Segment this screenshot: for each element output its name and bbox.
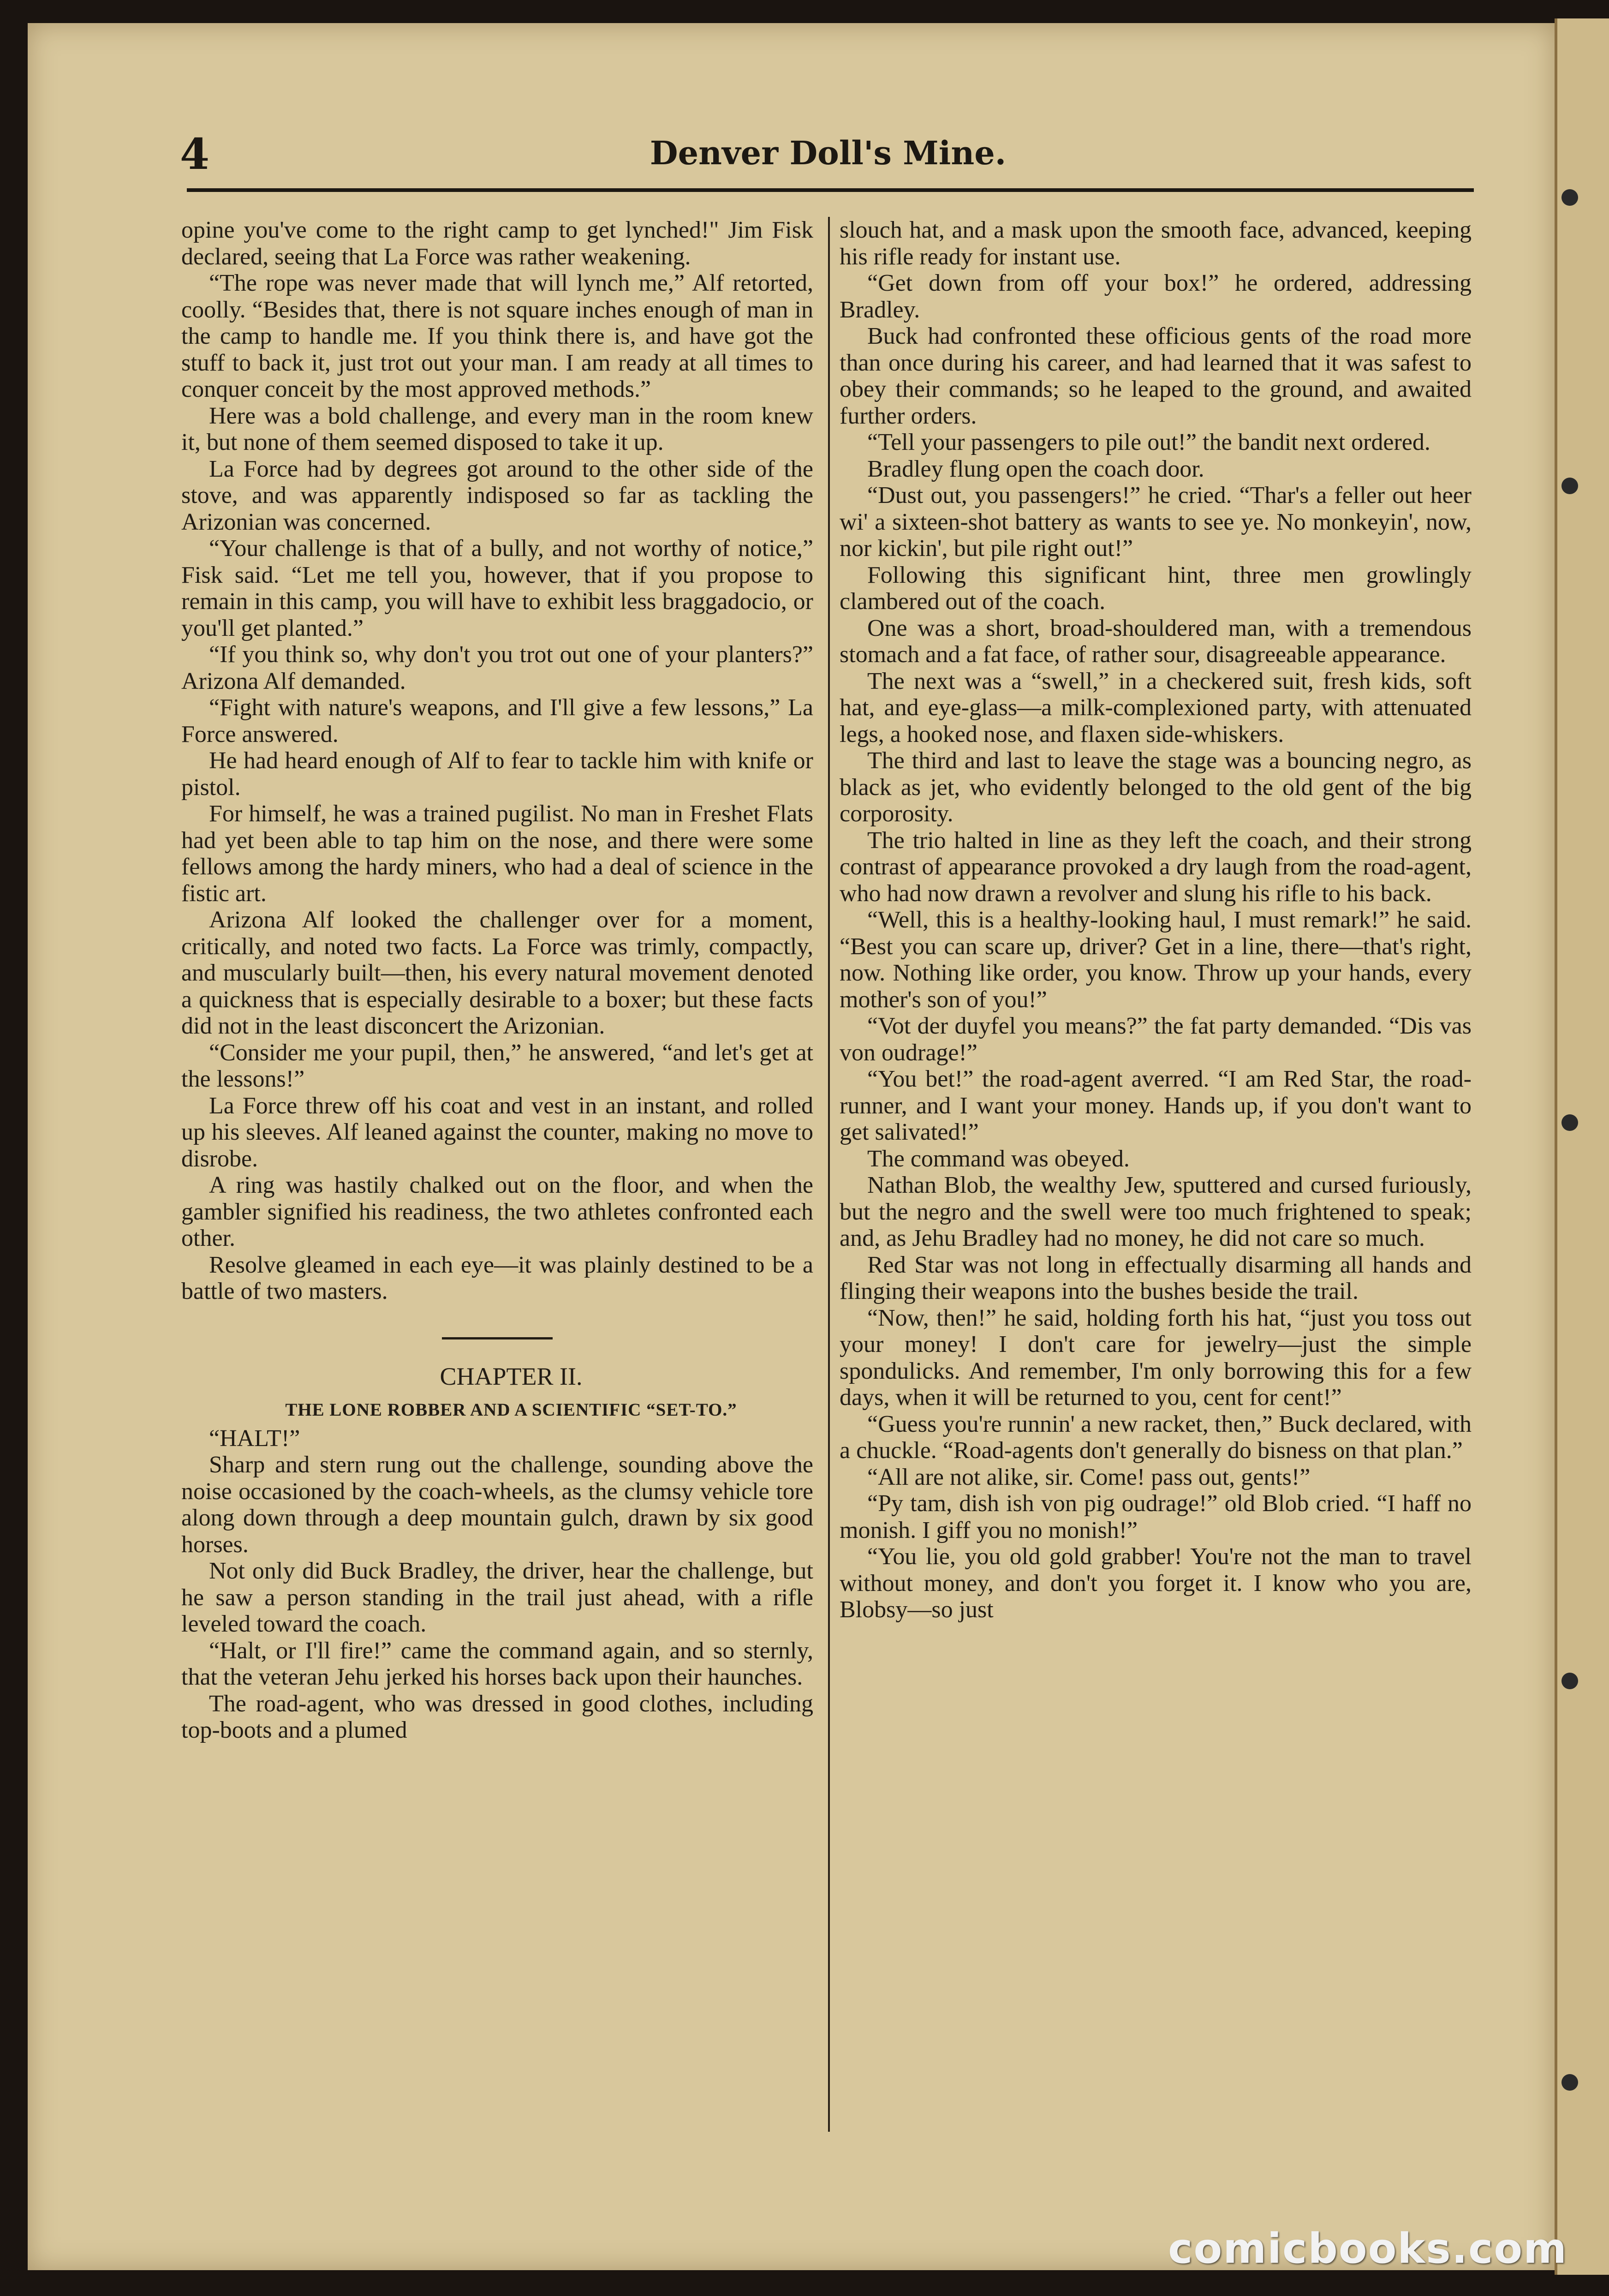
page-number: 4	[180, 129, 210, 179]
paragraph: “If you think so, why don't you trot out one of your planters?” Arizona Alf demanded.	[181, 641, 813, 694]
paragraph: “Well, this is a healthy-looking haul, I must remark!” he said. “Best you can scare up, driver? Get in a line, there—that's right, now. Nothing like order, you know. Throw up your hands, every mother's son of you!”	[840, 907, 1472, 1013]
paragraph: Nathan Blob, the wealthy Jew, sputtered and cursed furiously, but the negro and the swell were too much frightened to speak; and, as Jehu Bradley had no money, he did not care so much.	[840, 1172, 1472, 1251]
paragraph: “Your challenge is that of a bully, and not worthy of notice,” Fisk said. “Let me tell you, however, that if you propose to remain in this camp, you will have to exhibit less braggadocio, or you'll get planted.”	[181, 535, 813, 641]
paragraph: “Dust out, you passengers!” he cried. “Thar's a feller out heer wi' a sixteen-shot battery as wants to see ye. No monkeyin', now, nor kickin', but pile right out!”	[840, 482, 1472, 562]
binding-staple-1	[1561, 189, 1578, 206]
paragraph: For himself, he was a trained pugilist. No man in Freshet Flats had yet been able to tap him on the nose, and there were some fellows among the hardy miners, who had a deal of science in the fistic art.	[181, 801, 813, 907]
paragraph: “Py tam, dish ish von pig oudrage!” old Blob cried. “I haff no monish. I giff you no monish!”	[840, 1490, 1472, 1543]
paragraph: Arizona Alf looked the challenger over for a moment, critically, and noted two facts. La Force was trimly, compactly, and muscularly built—then, his every natural movement denoted a quickness that is especially desirable to a boxer; but these facts did not in the least disconcert the Arizonian.	[181, 907, 813, 1039]
paragraph: La Force had by degrees got around to the other side of the stove, and was apparently indisposed so far as tackling the Arizonian was concerned.	[181, 455, 813, 535]
paragraph: “You bet!” the road-agent averred. “I am Red Star, the road-runner, and I want your money. Hands up, if you don't want to get salivated!”	[840, 1066, 1472, 1145]
paragraph: The command was obeyed.	[867, 1145, 1130, 1172]
paragraph: slouch hat, and a mask upon the smooth face, advanced, keeping his rifle ready for instant use.	[840, 217, 1472, 270]
running-title: Denver Doll's Mine.	[650, 134, 1007, 172]
paragraph: “Consider me your pupil, then,” he answered, “and let's get at the lessons!”	[181, 1039, 813, 1092]
paragraph: “Guess you're runnin' a new racket, then,” Buck declared, with a chuckle. “Road-agents don't generally do bisness on that plan.”	[840, 1411, 1472, 1464]
paragraph: The trio halted in line as they left the coach, and their strong contrast of appearance provoked a dry laugh from the road-agent, who had now drawn a revolver and slung his rifle to his back.	[840, 827, 1472, 907]
paragraph: La Force threw off his coat and vest in an instant, and rolled up his sleeves. Alf leaned against the counter, making no move to disrobe.	[181, 1092, 813, 1172]
paragraph: Red Star was not long in effectually disarming all hands and flinging their weapons into the bushes beside the trail.	[840, 1251, 1472, 1304]
paragraph: The road-agent, who was dressed in good clothes, including top-boots and a plumed	[181, 1690, 813, 1743]
chapter-subtitle: THE LONE ROBBER AND A SCIENTIFIC “SET-TO.”	[285, 1399, 737, 1420]
paragraph: He had heard enough of Alf to fear to tackle him with knife or pistol.	[181, 747, 813, 801]
paragraph: “The rope was never made that will lynch me,” Alf retorted, coolly. “Besides that, there is not square inches enough of man in the camp to handle me. If you think there is, and have got the stuff to back it, just trot out your man. I am ready at all times to conquer conceit by the most approved methods.”	[181, 270, 813, 402]
binding-staple-5	[1561, 2074, 1578, 2091]
paragraph: “HALT!”	[209, 1425, 300, 1452]
paragraph: Buck had confronted these officious gents of the road more than once during his career, and had learned that it was safest to obey their commands; so he leaped to the ground, and awaited further orders.	[840, 323, 1472, 429]
paragraph: One was a short, broad-shouldered man, with a tremendous stomach and a fat face, of rather sour, disagreeable appearance.	[840, 615, 1472, 668]
section-divider	[442, 1337, 553, 1339]
paragraph: Sharp and stern rung out the challenge, sounding above the noise occasioned by the coach-wheels, as the clumsy vehicle tore along down through a deep mountain gulch, drawn by six good horses.	[181, 1452, 813, 1558]
page-header	[180, 125, 1476, 185]
adjacent-page-edge	[1555, 18, 1609, 2275]
paragraph: “Vot der duyfel you means?” the fat party demanded. “Dis vas von oudrage!”	[840, 1013, 1472, 1066]
watermark: comicbooks.com	[1168, 2224, 1567, 2273]
paragraph: Following this significant hint, three men growlingly clambered out of the coach.	[840, 562, 1472, 615]
binding-staple-3	[1561, 1114, 1578, 1131]
binding-staple-2	[1561, 478, 1578, 494]
left-column	[181, 217, 813, 1744]
paragraph: Resolve gleamed in each eye—it was plainly destined to be a battle of two masters.	[181, 1251, 813, 1304]
paragraph: Bradley flung open the coach door.	[867, 455, 1204, 482]
paragraph: “You lie, you old gold grabber! You're not the man to travel without money, and don't you forget it. I know who you are, Blobsy—so just	[840, 1543, 1472, 1623]
paragraph: The next was a “swell,” in a checkered suit, fresh kids, soft hat, and eye-glass—a milk-complexioned party, with attenuated legs, a hooked nose, and flaxen side-whiskers.	[840, 668, 1472, 747]
paragraph: “Get down from off your box!” he ordered, addressing Bradley.	[840, 270, 1472, 323]
paragraph: “All are not alike, sir. Come! pass out, gents!”	[867, 1464, 1311, 1490]
column-divider	[828, 217, 830, 2132]
paragraph: A ring was hastily chalked out on the floor, and when the gambler signified his readiness, the two athletes confronted each other.	[181, 1172, 813, 1251]
paragraph: Not only did Buck Bradley, the driver, hear the challenge, but he saw a person standing in the trail just ahead, with a rifle leveled toward the coach.	[181, 1558, 813, 1637]
paragraph: “Tell your passengers to pile out!” the bandit next ordered.	[867, 429, 1430, 455]
paragraph: “Halt, or I'll fire!” came the command again, and so sternly, that the veteran Jehu jerked his horses back upon their haunches.	[181, 1637, 813, 1690]
paragraph: opine you've come to the right camp to get lynched!" Jim Fisk declared, seeing that La Force was rather weakening.	[181, 217, 813, 270]
paragraph: Here was a bold challenge, and every man in the room knew it, but none of them seemed disposed to take it up.	[181, 402, 813, 455]
chapter-heading: CHAPTER II.	[440, 1362, 583, 1390]
paragraph: “Fight with nature's weapons, and I'll give a few lessons,” La Force answered.	[181, 694, 813, 747]
binding-staple-4	[1561, 1673, 1578, 1689]
right-column	[840, 217, 1472, 1623]
paragraph: The third and last to leave the stage was a bouncing negro, as black as jet, who evidently belonged to the old gent of the big corporosity.	[840, 747, 1472, 827]
header-rule	[187, 188, 1474, 192]
paragraph: “Now, then!” he said, holding forth his hat, “just you toss out your money! I don't care for jewelry—just the simple spondulicks. And remember, I'm only borrowing this for a few days, when it will be returned to you, cent for cent!”	[840, 1304, 1472, 1411]
